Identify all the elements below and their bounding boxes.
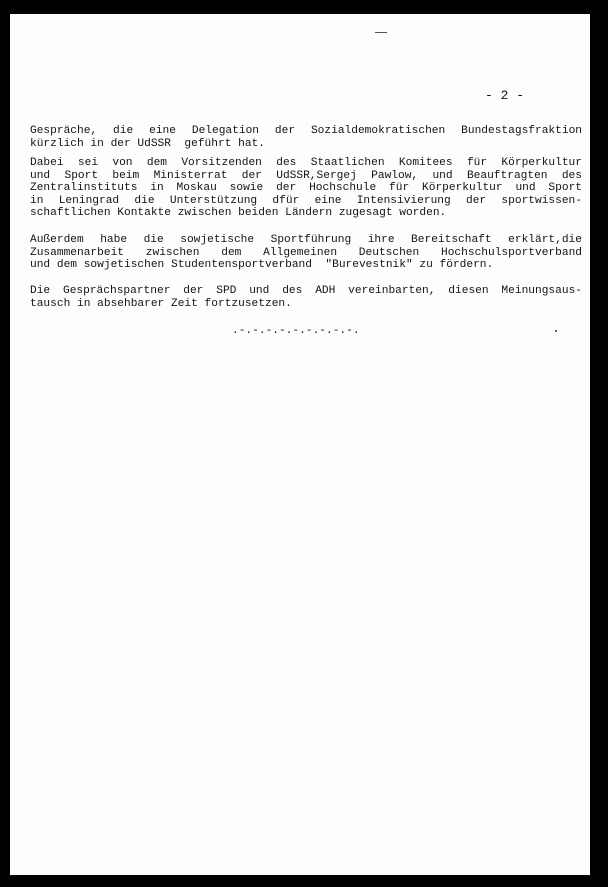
scan-mark <box>375 32 387 33</box>
paragraph-4 <box>30 285 582 310</box>
paragraph-1 <box>30 125 582 150</box>
paragraph-line: Dabei sei von dem Vorsitzenden des Staatlichen Komitees für Körperkultur <box>30 157 582 169</box>
paragraph-line: Gespräche, die eine Delegation der Sozialdemokratischen Bundestagsfraktion <box>30 125 582 137</box>
paragraph-line: und Sport beim Ministerrat der UdSSR,Sergej Pawlow, und Beauftragten des <box>30 169 582 182</box>
page-number: - 2 - <box>485 88 525 103</box>
paragraph-line: und dem sowjetischen Studentensportverband "Burevestnik" zu fördern. <box>30 259 494 271</box>
paragraph-line: schaftlichen Kontakte zwischen beiden Ländern zugesagt worden. <box>30 207 447 219</box>
scan-speck <box>555 330 557 332</box>
paragraph-line: in Leningrad die Unterstützung dfür eine Intensivierung der sportwissen- <box>30 194 582 207</box>
document-page <box>10 14 590 875</box>
paragraph-line: Zusammenarbeit zwischen dem Allgemeinen Deutschen Hochschulsportverband <box>30 246 582 259</box>
end-separator: .-.-.-.-.-.-.-.-.-. <box>232 325 360 337</box>
paragraph-line: tausch in absehbarer Zeit fortzusetzen. <box>30 297 292 310</box>
paragraph-3 <box>30 234 582 272</box>
paragraph-line: Zentralinstituts in Moskau sowie der Hochschule für Körperkultur und Sport <box>30 182 582 194</box>
paragraph-line: kürzlich in der UdSSR geführt hat. <box>30 137 265 150</box>
paragraph-line: Außerdem habe die sowjetische Sportführung ihre Bereitschaft erklärt,die <box>30 234 582 246</box>
paragraph-line: Die Gesprächspartner der SPD und des ADH vereinbarten, diesen Meinungsaus- <box>30 285 582 297</box>
paragraph-2 <box>30 157 582 220</box>
